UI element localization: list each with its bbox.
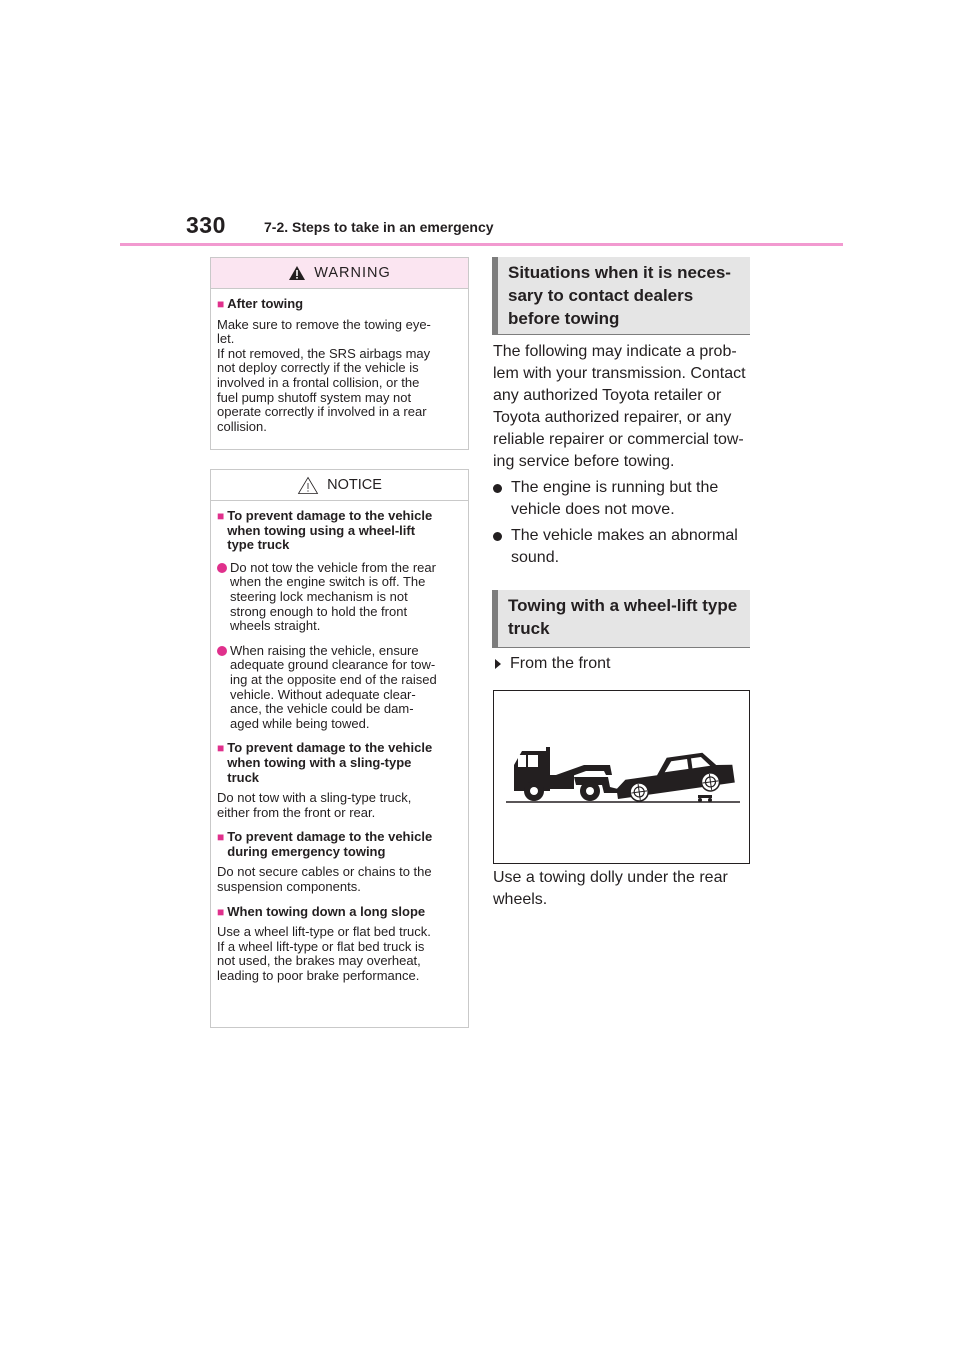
notice-subheading: ■ To prevent damage to the vehicle during emergency towing	[217, 829, 433, 859]
warning-header	[211, 258, 468, 289]
notice-title: NOTICE	[327, 477, 382, 493]
notice-box	[210, 469, 469, 1028]
notice-bullet: When raising the vehicle, ensure adequate ground clearance for tow- ing at the opposite end of the raised vehicle. Without adequate clear- ance, the vehicle could be dam- aged while being towed.	[217, 644, 462, 732]
arrow-bullet-icon	[495, 659, 501, 669]
notice-subheading: ■ To prevent damage to the vehicle when towing using a wheel-lift type truck	[217, 508, 433, 553]
notice-body	[211, 501, 468, 984]
square-bullet-icon: ■	[217, 904, 225, 919]
square-bullet-icon: ■	[217, 741, 225, 756]
section-heading: Situations when it is neces- sary to contact dealers before towing	[492, 257, 750, 335]
square-bullet-icon: ■	[217, 297, 225, 311]
square-bullet-icon: ■	[217, 509, 225, 523]
notice-subheading: ■ When towing down a long slope	[217, 903, 426, 919]
warning-body	[211, 289, 468, 434]
intro-text: The following may indicate a prob- lem with your transmission. Contact any authorized Toyota retailer or Toyota authorized repairer, or any reliable repairer or commercial tow- ing service before towing.	[493, 343, 746, 470]
bullet-item: The engine is running but the vehicle does not move.	[493, 477, 755, 521]
warning-triangle-icon	[288, 265, 306, 281]
page-number: 330	[186, 212, 226, 238]
page-header	[0, 0, 960, 250]
step-item: From the front	[493, 653, 755, 675]
caution-triangle-icon	[297, 476, 319, 495]
section-title: 7-2. Steps to take in an emergency	[264, 219, 494, 235]
notice-text: Do not secure cables or chains to the suspension components.	[217, 864, 432, 895]
caption-text: Use a towing dolly under the rear wheels.	[493, 869, 728, 908]
notice-text: Do not tow with a sling-type truck, either from the front or rear.	[217, 790, 412, 820]
warning-text: Make sure to remove the towing eye- let. If not removed, the SRS airbags may not deploy correctly if the vehicle is involved in a frontal collision, or the fuel pump shutoff system may not operate correctly if involved in a rear collision.	[217, 316, 431, 434]
warning-subheading: ■ After towing	[217, 296, 304, 311]
square-bullet-icon: ■	[217, 830, 225, 845]
notice-bullet: Do not tow the vehicle from the rear when the engine switch is off. The steering lock mechanism is not strong enough to hold the front wheels straight.	[217, 561, 462, 634]
header-rule	[120, 243, 843, 246]
warning-box	[210, 257, 469, 450]
tow-truck-illustration	[493, 690, 750, 864]
warning-title: WARNING	[314, 265, 391, 281]
section-heading: Towing with a wheel-lift type truck	[492, 590, 750, 648]
round-bullet-icon	[493, 532, 502, 541]
notice-header	[211, 470, 468, 501]
round-bullet-icon	[493, 484, 502, 493]
round-bullet-icon	[217, 646, 227, 656]
notice-text: Use a wheel lift-type or flat bed truck. If a wheel lift-type or flat bed truck is not used, the brakes may overheat, leading to poor brake performance.	[217, 924, 431, 984]
round-bullet-icon	[217, 563, 227, 573]
notice-subheading: ■ To prevent damage to the vehicle when towing with a sling-type truck	[217, 740, 433, 785]
wheel-lift-tow-illustration	[494, 691, 749, 863]
bullet-item: The vehicle makes an abnormal sound.	[493, 525, 755, 569]
